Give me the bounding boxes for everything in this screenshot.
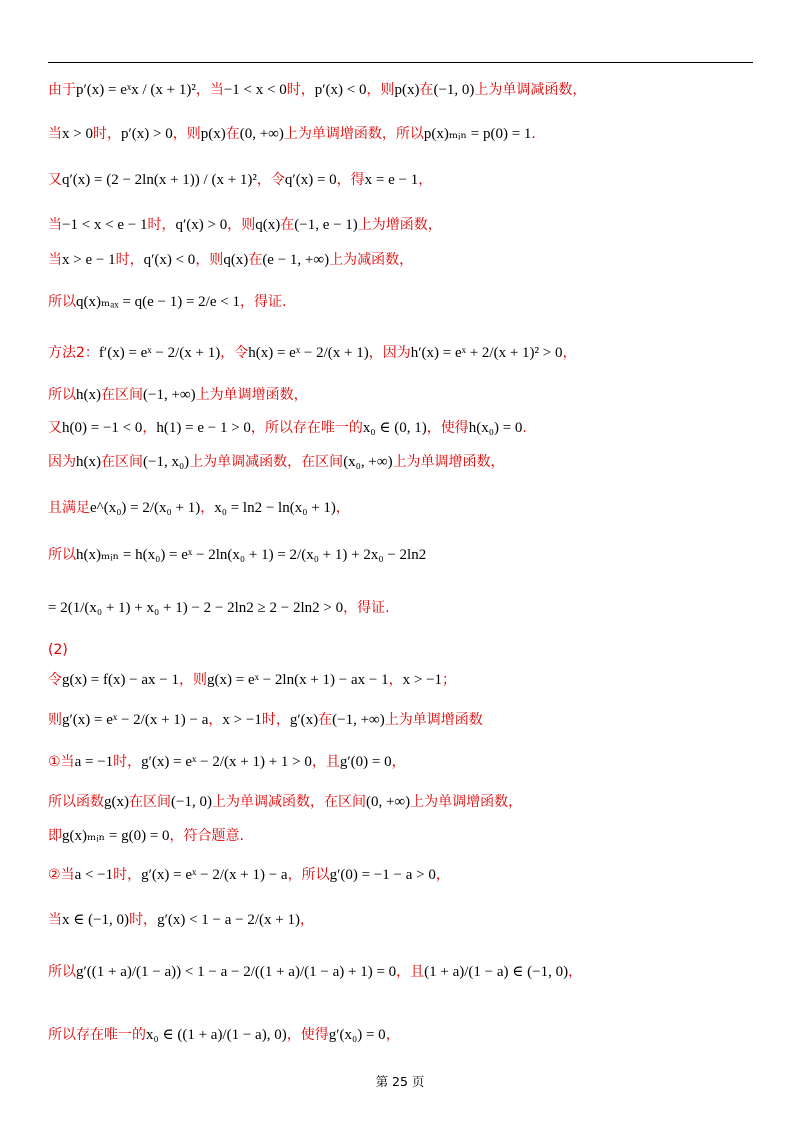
- chinese-text: ；: [442, 672, 457, 688]
- chinese-text: ，令: [220, 345, 249, 361]
- chinese-text: 则: [48, 712, 62, 728]
- text-line: [48, 865, 760, 885]
- math-expression: (e − 1, +∞): [262, 252, 330, 268]
- chinese-text: ，且: [396, 964, 425, 980]
- math-expression: p(x): [200, 126, 226, 142]
- chinese-text: ，: [388, 672, 403, 688]
- chinese-text: 所以: [48, 387, 76, 403]
- chinese-text: ，则: [366, 82, 395, 98]
- chinese-text: ，使得: [286, 1027, 329, 1043]
- text-line: [48, 670, 760, 690]
- math-expression: x > −1: [402, 672, 443, 688]
- math-expression: (−1, e − 1): [294, 217, 358, 233]
- chinese-text: ，: [418, 172, 433, 188]
- chinese-text: 在区间: [129, 794, 171, 810]
- math-expression: x > 0: [62, 126, 93, 142]
- page-number: 第 25 页: [375, 1074, 425, 1089]
- math-expression: h(0) = −1 < 0: [62, 420, 143, 436]
- chinese-text: 在: [419, 82, 434, 98]
- text-line: [48, 640, 760, 660]
- chinese-text: 上为单调减函数，: [474, 82, 587, 98]
- math-expression: (0, +∞): [239, 126, 284, 142]
- math-expression: (−1, +∞): [332, 712, 385, 728]
- chinese-text: ，则: [179, 672, 208, 688]
- math-expression: (−1, x₀): [143, 454, 190, 470]
- chinese-text: .: [522, 420, 527, 436]
- chinese-text: 所以: [48, 964, 76, 980]
- chinese-text: ，得证.: [343, 600, 390, 616]
- math-expression: p(x): [394, 82, 420, 98]
- chinese-text: ，: [300, 912, 314, 928]
- math-expression: x ∈ (−1, 0): [62, 912, 130, 928]
- text-line: [48, 545, 760, 565]
- chinese-text: 又: [48, 172, 62, 188]
- math-expression: e^(x₀) = 2/(x₀ + 1): [90, 500, 201, 516]
- math-expression: q(x): [255, 217, 281, 233]
- text-line: [48, 792, 760, 812]
- math-expression: g′(0) = 0: [339, 754, 392, 770]
- math-expression: −1 < x < e − 1: [62, 217, 148, 233]
- math-expression: g′(x) = eˣ − 2/(x + 1) − a: [62, 712, 209, 728]
- chinese-text: 因为: [48, 454, 76, 470]
- math-expression: q′(x) = 0: [284, 172, 337, 188]
- chinese-text: ，: [568, 964, 583, 980]
- math-expression: q′(x) > 0: [175, 217, 228, 233]
- math-expression: p′(x) > 0: [120, 126, 173, 142]
- chinese-text: ，则: [227, 217, 256, 233]
- math-expression: h(x): [76, 387, 101, 403]
- chinese-text: 当: [48, 126, 62, 142]
- math-expression: g(x): [104, 794, 129, 810]
- text-line: [48, 292, 760, 312]
- text-line: [48, 343, 760, 363]
- text-line: [48, 710, 760, 730]
- math-expression: (−1, 0): [433, 82, 475, 98]
- text-line: [48, 962, 760, 982]
- text-line: [48, 124, 760, 144]
- text-line: [48, 452, 760, 472]
- chinese-text: 上为减函数，: [329, 252, 414, 268]
- chinese-text: 在: [225, 126, 240, 142]
- chinese-text: ，: [562, 345, 577, 361]
- chinese-text: ，则: [195, 252, 224, 268]
- math-expression: = 2(1/(x₀ + 1) + x₀ + 1) − 2 − 2ln2 ≥ 2 − 2ln2 > 0: [48, 600, 344, 616]
- chinese-text: ，: [385, 1027, 400, 1043]
- chinese-text: 当: [48, 217, 62, 233]
- chinese-text: ，且: [311, 754, 340, 770]
- math-expression: (1 + a)/(1 − a) ∈ (−1, 0): [424, 964, 569, 980]
- math-expression: x > e − 1: [62, 252, 116, 268]
- chinese-text: 在: [318, 712, 333, 728]
- chinese-text: 当: [48, 252, 62, 268]
- chinese-text: ，: [335, 500, 350, 516]
- chinese-text: 令: [48, 672, 62, 688]
- text-line: [48, 215, 760, 235]
- text-line: [48, 385, 760, 405]
- chinese-text: 时，: [147, 217, 176, 233]
- math-expression: q′(x) < 0: [143, 252, 196, 268]
- math-expression: p′(x) < 0: [314, 82, 367, 98]
- chinese-text: 上为单调增函数: [384, 712, 483, 728]
- chinese-text: 在: [280, 217, 295, 233]
- text-line: [48, 250, 760, 270]
- math-expression: h(x₀) = 0: [468, 420, 523, 436]
- math-expression: g′(0) = −1 − a > 0: [329, 867, 436, 883]
- text-line: [48, 826, 760, 846]
- chinese-text: 当: [48, 912, 62, 928]
- chinese-text: 所以: [48, 294, 76, 310]
- chinese-text: ，所以: [287, 867, 330, 883]
- math-expression: g′(x₀) = 0: [328, 1027, 386, 1043]
- text-line: [48, 170, 760, 190]
- math-expression: g′((1 + a)/(1 − a)) < 1 − a − 2/((1 + a)/(1 − a) + 1) = 0: [76, 964, 397, 980]
- math-expression: x₀ ∈ ((1 + a)/(1 − a), 0): [146, 1027, 287, 1043]
- chinese-text: ，使得: [426, 420, 469, 436]
- chinese-text: 在: [248, 252, 263, 268]
- chinese-text: 方法2：: [48, 345, 99, 361]
- chinese-text: ，所以存在唯一的: [250, 420, 363, 436]
- chinese-text: ，符合题意.: [169, 828, 244, 844]
- chinese-text: 时，: [113, 754, 142, 770]
- chinese-text: 上为单调增函数，: [410, 794, 523, 810]
- chinese-text: 上为单调增函数，所以: [283, 126, 424, 142]
- math-expression: (0, +∞): [365, 794, 411, 810]
- math-expression: x = e − 1: [364, 172, 419, 188]
- math-expression: g′(x): [289, 712, 319, 728]
- chinese-text: ，: [200, 500, 215, 516]
- math-expression: f′(x) = eˣ − 2/(x + 1): [98, 345, 221, 361]
- chinese-text: 时，: [286, 82, 315, 98]
- chinese-text: 上为单调增函数，: [195, 387, 308, 403]
- math-expression: x₀ ∈ (0, 1): [362, 420, 427, 436]
- math-expression: h(x) = eˣ − 2/(x + 1): [248, 345, 369, 361]
- chinese-text: 且满足: [48, 500, 90, 516]
- text-line: [48, 598, 760, 618]
- text-line: [48, 752, 760, 772]
- chinese-text: ，得: [336, 172, 365, 188]
- chinese-text: ，得证.: [239, 294, 287, 310]
- math-expression: q′(x) = (2 − 2ln(x + 1)) / (x + 1)²: [62, 172, 257, 188]
- math-expression: g(x) = eˣ − 2ln(x + 1) − ax − 1: [207, 672, 389, 688]
- chinese-text: 由于: [48, 82, 76, 98]
- text-line: [48, 498, 760, 518]
- chinese-text: ，令: [256, 172, 285, 188]
- math-expression: h′(x) = eˣ + 2/(x + 1)² > 0: [410, 345, 563, 361]
- math-expression: g(x)ₘᵢₙ = g(0) = 0: [62, 828, 170, 844]
- chinese-text: ，因为: [368, 345, 411, 361]
- math-expression: x₀ = ln2 − ln(x₀ + 1): [214, 500, 336, 516]
- text-line: [48, 418, 760, 438]
- chinese-text: 所以函数: [48, 794, 104, 810]
- chinese-text: ，当: [195, 82, 224, 98]
- math-expression: h(1) = e − 1 > 0: [156, 420, 251, 436]
- chinese-text: ②当: [48, 867, 75, 883]
- math-expression: h(x)ₘᵢₙ = h(x₀) = eˣ − 2ln(x₀ + 1) = 2/(x₀ + 1) + 2x₀ − 2ln2: [76, 547, 427, 563]
- math-expression: a < −1: [74, 867, 114, 883]
- chinese-text: ，: [208, 712, 223, 728]
- text-line: [48, 80, 760, 100]
- chinese-text: ，: [391, 754, 406, 770]
- chinese-text: (2): [48, 642, 68, 658]
- chinese-text: 上为增函数，: [357, 217, 442, 233]
- chinese-text: 在区间: [101, 387, 143, 403]
- chinese-text: 时，: [115, 252, 144, 268]
- text-line: [48, 910, 760, 930]
- chinese-text: 时，: [261, 712, 290, 728]
- chinese-text: ，: [142, 420, 157, 436]
- chinese-text: 时，: [92, 126, 121, 142]
- chinese-text: 又: [48, 420, 62, 436]
- chinese-text: 时，: [129, 912, 158, 928]
- math-expression: (−1, 0): [171, 794, 212, 810]
- math-expression: g′(x) < 1 − a − 2/(x + 1): [157, 912, 300, 928]
- math-expression: g(x) = f(x) − ax − 1: [62, 672, 180, 688]
- chinese-text: 即: [48, 828, 62, 844]
- math-expression: x > −1: [222, 712, 262, 728]
- chinese-text: 上为单调减函数，在区间: [189, 454, 344, 470]
- math-expression: a = −1: [74, 754, 114, 770]
- chinese-text: 所以存在唯一的: [48, 1027, 146, 1043]
- math-expression: (x₀, +∞): [343, 454, 393, 470]
- chinese-text: 在区间: [101, 454, 143, 470]
- math-expression: −1 < x < 0: [223, 82, 287, 98]
- header-rule: [48, 62, 753, 63]
- math-expression: p′(x) = eˣx / (x + 1)²: [76, 82, 196, 98]
- chinese-text: 所以: [48, 547, 76, 563]
- math-expression: g′(x) = eˣ − 2/(x + 1) − a: [141, 867, 288, 883]
- math-expression: g′(x) = eˣ − 2/(x + 1) + 1 > 0: [141, 754, 312, 770]
- chinese-text: ①当: [48, 754, 75, 770]
- chinese-text: 上为单调减函数，在区间: [211, 794, 366, 810]
- math-expression: (−1, +∞): [143, 387, 196, 403]
- chinese-text: .: [531, 126, 536, 142]
- math-expression: h(x): [76, 454, 101, 470]
- chinese-text: ，: [435, 867, 450, 883]
- chinese-text: 时，: [113, 867, 142, 883]
- chinese-text: 上为单调增函数，: [392, 454, 505, 470]
- math-expression: q(x): [223, 252, 249, 268]
- math-expression: p(x)ₘᵢₙ = p(0) = 1: [423, 126, 532, 142]
- text-line: [48, 1025, 760, 1045]
- math-expression: q(x)ₘₐₓ = q(e − 1) = 2/e < 1: [76, 294, 240, 310]
- chinese-text: ，则: [172, 126, 201, 142]
